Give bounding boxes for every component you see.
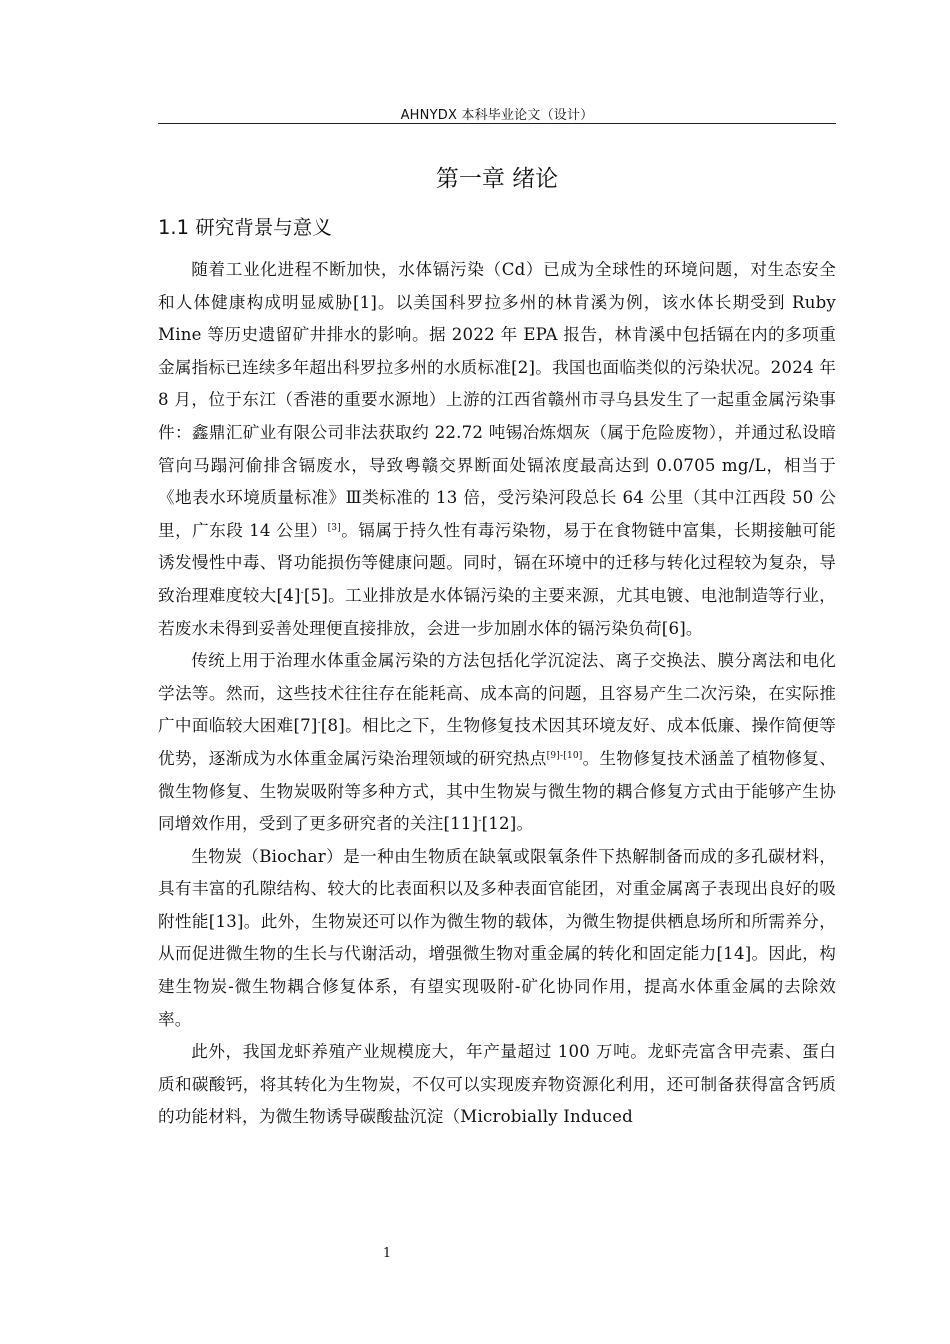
paragraph-text: 此外，我国龙虾养殖产业规模庞大，年产量超过 100 万吨。龙虾壳富含甲壳素、蛋白质和碳酸钙，将其转化为生物炭，不仅可以实现废弃物资源化利用，还可制备获得富含钙质的功能材料，为微生物诱导碳酸盐沉淀（Microbially Induced bbox=[158, 1042, 836, 1127]
paragraph bbox=[158, 254, 836, 645]
paragraph-text: 生物炭（Biochar）是一种由生物质在缺氧或限氧条件下热解制备而成的多孔碳材料，具有丰富的孔隙结构、较大的比表面积以及多种表面官能团，对重金属离子表现出良好的吸附性能[13]。此外，生物炭还可以作为微生物的载体，为微生物提供栖息场所和所需养分，从而促进微生物的生长与代谢活动，增强微生物对重金属的转化和固定能力[14]。因此，构建生物炭-微生物耦合修复体系，有望实现吸附-矿化协同作用，提高水体重金属的去除效率。 bbox=[158, 846, 836, 1029]
body-text bbox=[158, 254, 836, 1134]
citation-superscript: - bbox=[317, 718, 321, 729]
paragraph bbox=[158, 1036, 836, 1134]
paragraph-text: 传统上用于治理水体重金属污染的方法包括化学沉淀法、离子交换法、膜分离法和电化学法等。然而，这些技术往往存在能耗高、成本高的问题，且容易产生二次污染，在实际推广中面临较大困难[7] bbox=[158, 651, 836, 736]
chapter-title: 第一章 绪论 bbox=[435, 166, 559, 192]
citation-superscript: [3] bbox=[327, 522, 341, 533]
section-heading: 1.1 研究背景与意义 bbox=[158, 216, 332, 239]
paragraph-text: [5]。工业排放是水体镉污染的主要来源，尤其电镀、电池制造等行业，若废水未得到妥善处理便直接排放，会进一步加剧水体的镉污染负荷[6]。 bbox=[158, 585, 836, 638]
running-header: AHNYDX 本科毕业论文（设计） bbox=[400, 108, 594, 123]
paragraph-text: [12]。 bbox=[481, 814, 534, 834]
paragraph-text: 随着工业化进程不断加快，水体镉污染（Cd）已成为全球性的环境问题，对生态安全和人体健康构成明显威胁[1]。以美国科罗拉多州的林肯溪为例，该水体长期受到 Ruby Mine 等历史遗留矿井排水的影响。据 2022 年 EPA 报告，林肯溪中包括镉在内的多项重金属指标已连续多年超出科罗拉多州的水质标准[2]。我国也面临类似的污染状况。2024 年 8 月，位于东江（香港的重要水源地）上游的江西省赣州市寻乌县发生了一起重金属污染事件：鑫鼎汇矿业有限公司非法获取约 22.72 吨锡冶炼烟灰（属于危险废物），并通过私设暗管向马蹋河偷排含镉废水，导致粤赣交界断面处镉浓度最高达到 0.0705 mg/L，相当于《地表水环境质量标准》Ⅲ类标准的 13 倍，受污染河段总长 64 公里（其中江西段 50 公里，广东段 14 公里） bbox=[158, 260, 836, 540]
page-number: 1 bbox=[382, 1246, 392, 1261]
paragraph-text: 。生物修复技术涵盖了植物修复、微生物修复、生物炭吸附等多种方式，其中生物炭与微生物的耦合修复方式由于能够产生协同增效作用，受到了更多研究者的关注[11] bbox=[158, 748, 836, 834]
citation-superscript: - bbox=[300, 587, 304, 598]
paragraph-text: 。镉属于持久性有毒污染物，易于在食物链中富集，长期接触可能诱发慢性中毒、肾功能损伤等健康问题。同时，镉在环境中的迁移与转化过程较为复杂，导致治理难度较大[4] bbox=[158, 520, 836, 605]
citation-superscript: - bbox=[478, 816, 482, 827]
citation-superscript: [9]-[10] bbox=[546, 750, 583, 761]
paragraph bbox=[158, 645, 836, 841]
paragraph bbox=[158, 841, 836, 1037]
paragraph-text: [8]。相比之下，生物修复技术因其环境友好、成本低廉、操作简便等优势，逐渐成为水体重金属污染治理领域的研究热点 bbox=[158, 716, 836, 768]
header-divider bbox=[158, 123, 836, 124]
